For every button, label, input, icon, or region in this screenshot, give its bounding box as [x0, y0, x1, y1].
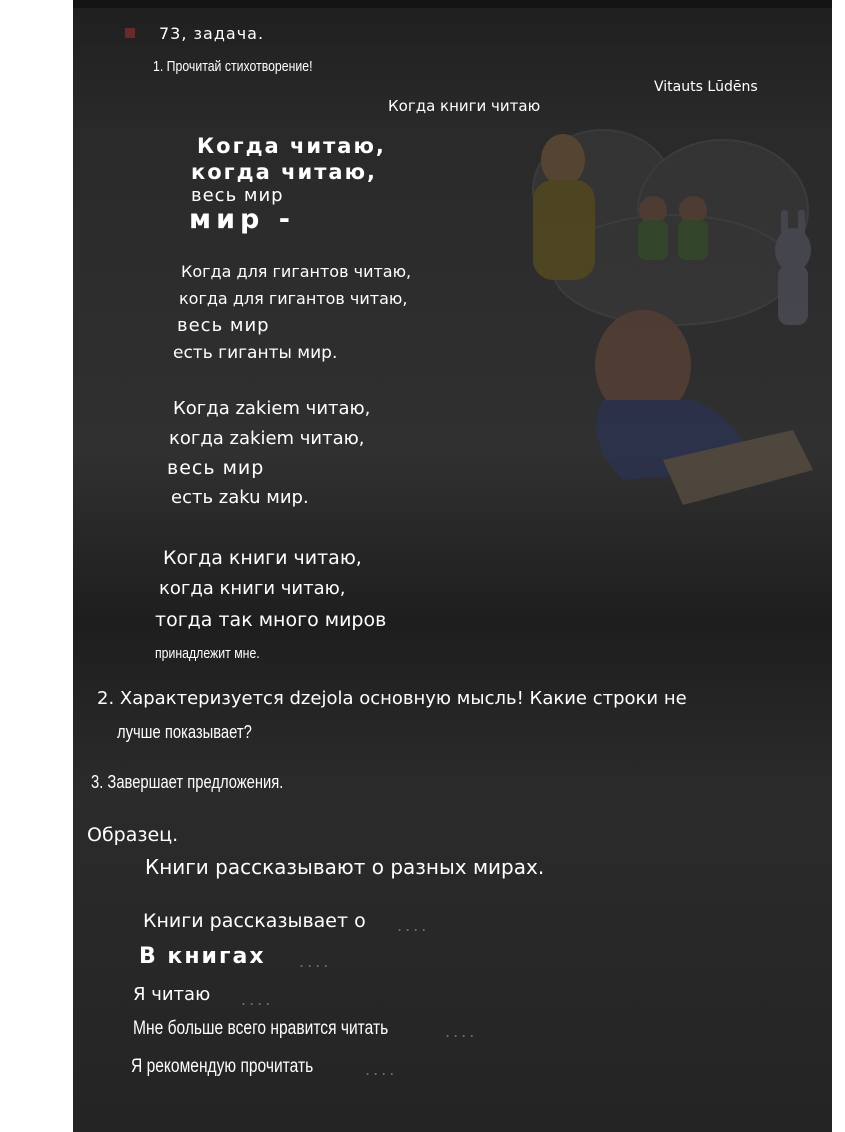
page-top-band — [73, 0, 832, 8]
reading-boy-illustration — [493, 120, 832, 540]
completion-item: Мне больше всего нравится читать — [133, 1018, 389, 1039]
completion-item: Я рекомендую прочитать — [131, 1056, 314, 1077]
stanza-3-line-3: весь мир — [167, 457, 265, 479]
task-2-text-continued: лучше показывает? — [117, 722, 252, 742]
poem-author: Vitauts Lūdēns — [654, 79, 758, 95]
stanza-3-line-2: когда zakiem читаю, — [169, 428, 365, 449]
task-number: 73, задача. — [159, 24, 265, 43]
completion-item: Книги рассказывает о — [143, 910, 366, 932]
stanza-4-line-3: тогда так много миров — [155, 609, 387, 631]
blank-dots: .... — [397, 916, 430, 935]
blank-dots: .... — [445, 1022, 478, 1041]
sample-sentence: Книги рассказывают о разных мирах. — [145, 855, 545, 879]
stanza-1-line-4: мир - — [189, 204, 295, 235]
blank-dots: .... — [241, 990, 274, 1009]
stanza-4-line-1: Когда книги читаю, — [163, 547, 362, 569]
stanza-1-line-2: когда читаю, — [191, 160, 377, 184]
boy-reading-icon — [595, 310, 813, 505]
blank-dots: .... — [299, 952, 332, 971]
stanza-2-line-4: есть гиганты мир. — [173, 343, 338, 363]
stanza-2-line-2: когда для гигантов читаю, — [179, 289, 408, 308]
poem-title: Когда книги читаю — [388, 97, 541, 115]
task-2-text: 2. Характеризуется dzejola основную мысль! Какие строки не — [97, 688, 687, 709]
stanza-1-line-3: весь мир — [191, 185, 284, 206]
task-bullet-icon — [125, 28, 135, 38]
textbook-page — [73, 0, 832, 1132]
stanza-4-line-2: когда книги читаю, — [159, 578, 346, 599]
sample-label: Образец. — [87, 824, 179, 846]
completion-item: В книгах — [139, 944, 266, 969]
stanza-1-line-1: Когда читаю, — [197, 134, 386, 158]
stanza-3-line-1: Когда zakiem читаю, — [173, 398, 371, 419]
stanza-4-line-4: принадлежит мне. — [155, 645, 260, 662]
instruction-read-poem: 1. Прочитай стихотворение! — [153, 58, 313, 75]
stanza-2-line-1: Когда для гигантов читаю, — [181, 262, 412, 281]
blank-dots: .... — [365, 1060, 398, 1079]
completion-item: Я читаю — [133, 984, 211, 1005]
stanza-3-line-4: есть zaku мир. — [171, 487, 309, 508]
stanza-2-line-3: весь мир — [177, 315, 270, 336]
task-3-text: 3. Завершает предложения. — [91, 772, 284, 792]
